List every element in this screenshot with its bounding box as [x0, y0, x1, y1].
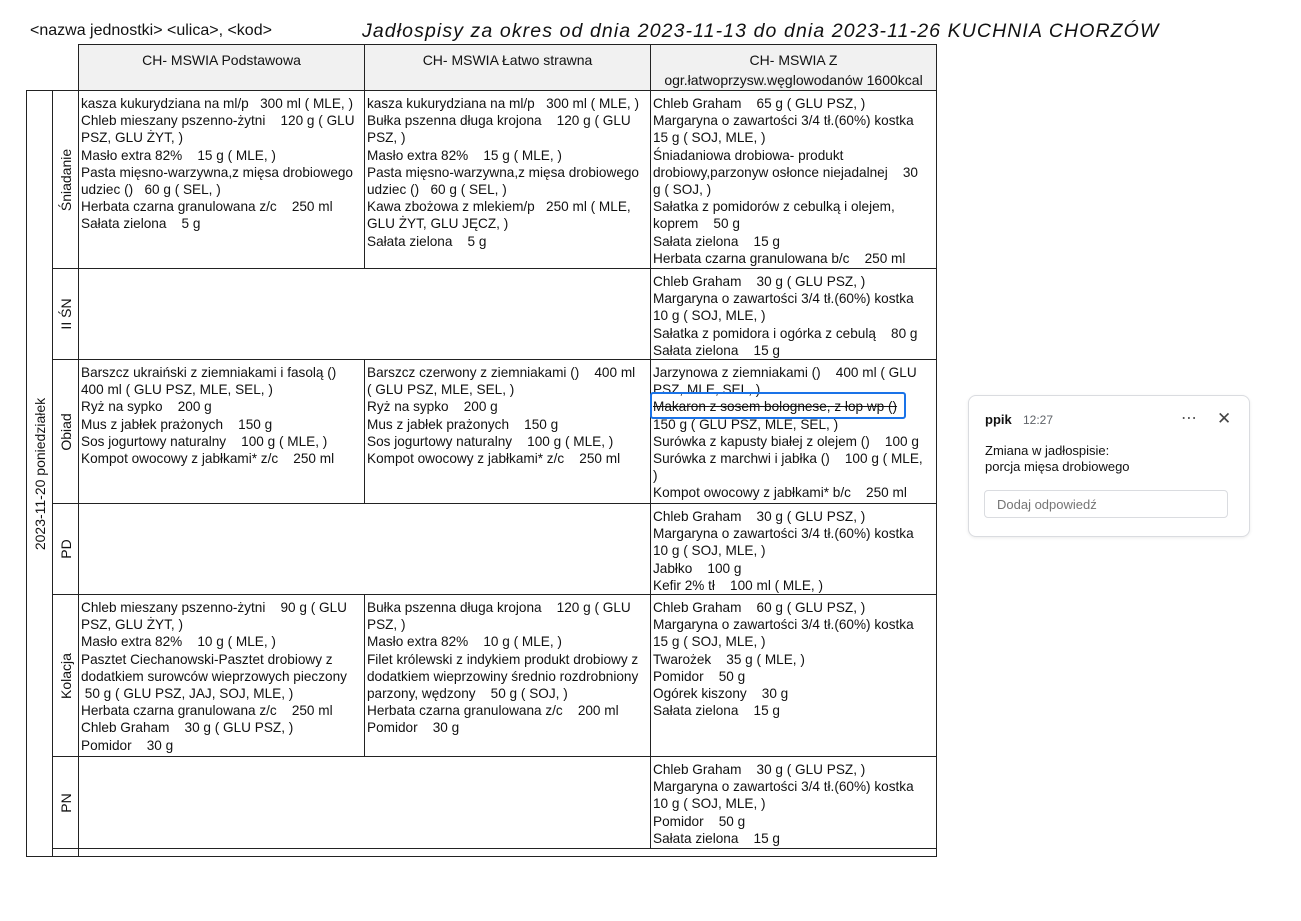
menu-line: Filet królewski z indykiem produkt drobiowy z — [367, 651, 639, 667]
menu-line: Margaryna o zawartości 3/4 tł.(60%) kostka — [653, 113, 914, 129]
menu-line: Herbata czarna granulowana z/c 250 ml — [81, 703, 333, 719]
cell-pn-empty — [79, 757, 651, 849]
cell-obiad-latwo-strawna[interactable] — [365, 360, 651, 504]
menu-line: Herbata czarna granulowana z/c 200 ml — [367, 703, 619, 719]
menu-line: 150 g ( GLU PSZ, MLE, SEL, ) — [653, 416, 839, 432]
header-blank — [27, 45, 53, 91]
menu-line: Sos jogurtowy naturalny 100 g ( MLE, ) — [81, 433, 328, 449]
cell-kolacja-z-ogr[interactable] — [651, 595, 937, 757]
cell-kolacja-latwo-strawna[interactable] — [365, 595, 651, 757]
comment-card[interactable] — [968, 395, 1250, 537]
cell-kolacja-podstawowa[interactable] — [79, 595, 365, 757]
menu-line: Kawa zbożowa z mlekiem/p 250 ml ( MLE, — [367, 199, 631, 215]
menu-line: dodatkiem wieprzowiny średnio rozdrobniony — [367, 668, 639, 684]
menu-line: Pasztet Ciechanowski-Pasztet drobiowy z — [81, 651, 333, 667]
menu-line: Barszcz czerwony z ziemniakami () 400 ml — [367, 365, 636, 381]
menu-line: ( GLU PSZ, MLE, SEL, ) — [367, 382, 515, 398]
reply-input[interactable] — [984, 490, 1228, 518]
menu-line: Sos jogurtowy naturalny 100 g ( MLE, ) — [367, 433, 614, 449]
cell-sniadanie-podstawowa[interactable] — [79, 91, 365, 269]
menu-line: Surówka z kapusty białej z olejem () 100 g — [653, 433, 919, 449]
cell-obiad-z-ogr[interactable] — [651, 360, 937, 504]
menu-line: Ryż na sypko 200 g — [367, 399, 498, 415]
menu-line: Sałata zielona 15 g — [653, 703, 780, 719]
menu-line: Margaryna o zawartości 3/4 tł.(60%) kostka — [653, 526, 914, 542]
close-icon[interactable]: ✕ — [1217, 409, 1232, 428]
menu-line: Pomidor 30 g — [367, 720, 460, 736]
comment-time: 12:27 — [1023, 413, 1054, 427]
header-blank — [53, 45, 79, 91]
menu-line: Sałatka z pomidorów z cebulką i olejem, — [653, 199, 895, 215]
menu-line: Kefir 2% tł 100 ml ( MLE, ) — [653, 577, 823, 593]
menu-line: 400 ml ( GLU PSZ, MLE, SEL, ) — [81, 382, 273, 398]
meal-label-ii-sn: II ŚN — [53, 269, 79, 360]
menu-line: 10 g ( SOJ, MLE, ) — [653, 543, 766, 559]
menu-line: Twarożek 35 g ( MLE, ) — [653, 651, 805, 667]
menu-line: Sałata zielona 15 g — [653, 233, 780, 249]
menu-line: Masło extra 82% 15 g ( MLE, ) — [81, 147, 276, 163]
cell-sniadanie-latwo-strawna[interactable] — [365, 91, 651, 269]
menu-line: Sałata zielona 15 g — [653, 830, 780, 846]
menu-line: Kompot owocowy z jabłkami* b/c 250 ml — [653, 485, 907, 501]
menu-line: Chleb Graham 30 g ( GLU PSZ, ) — [653, 762, 866, 778]
menu-line: Barszcz ukraiński z ziemniakami i fasolą () — [81, 365, 337, 381]
menu-line: Chleb Graham 30 g ( GLU PSZ, ) — [81, 720, 294, 736]
menu-line: udziec () 60 g ( SEL, ) — [81, 182, 221, 198]
menu-line: PSZ, ) — [367, 130, 406, 146]
cell-sniadanie-z-ogr[interactable] — [651, 91, 937, 269]
menu-line: Chleb mieszany pszenno-żytni 120 g ( GLU — [81, 113, 355, 129]
menu-line: drobiowy,parzonyw osłonce niejadalnej 30 — [653, 164, 918, 180]
menu-line: Chleb Graham 60 g ( GLU PSZ, ) — [653, 600, 866, 616]
menu-line: Herbata czarna granulowana z/c 250 ml — [81, 199, 333, 215]
menu-line: kasza kukurydziana na ml/p 300 ml ( MLE, ) — [367, 96, 639, 111]
menu-line: 10 g ( SOJ, MLE, ) — [653, 796, 766, 812]
menu-line: Masło extra 82% 10 g ( MLE, ) — [367, 634, 562, 650]
menu-line: Chleb Graham 30 g ( GLU PSZ, ) — [653, 274, 866, 289]
meal-label-pn: PN — [53, 757, 79, 849]
menu-line: Margaryna o zawartości 3/4 tł.(60%) kostka — [653, 779, 914, 795]
column-header-latwo-strawna: CH- MSWIA Łatwo strawna — [365, 45, 651, 91]
cell-obiad-podstawowa[interactable] — [79, 360, 365, 504]
menu-line: PSZ, ) — [367, 617, 406, 633]
menu-line: 50 g ( GLU PSZ, JAJ, SOJ, MLE, ) — [81, 686, 294, 702]
menu-line: Kompot owocowy z jabłkami* z/c 250 ml — [367, 451, 621, 467]
cell-ii-sn-empty — [79, 269, 651, 360]
menu-line: Pasta mięsno-warzywna,z mięsa drobiowego — [367, 164, 639, 180]
menu-line: dodatkiem surowców wieprzowych pieczony — [81, 668, 347, 684]
menu-line: PSZ, MLE, SEL, ) — [653, 382, 761, 398]
menu-line: Bułka pszenna długa krojona 120 g ( GLU — [367, 113, 631, 129]
menu-line: Sałata zielona 5 g — [81, 216, 201, 232]
menu-line: PSZ, GLU ŻYT, ) — [81, 130, 183, 146]
next-row-fragment — [79, 849, 937, 857]
menu-line: 15 g ( SOJ, MLE, ) — [653, 634, 766, 650]
menu-line: parzony, wędzony 50 g ( SOJ, ) — [367, 686, 568, 702]
menu-line: PSZ, GLU ŻYT, ) — [81, 617, 183, 633]
menu-line: Makaron z sosem bolognese, z łop wp () — [653, 399, 898, 415]
comment-author: ppik — [985, 412, 1012, 427]
menu-line: Bułka pszenna długa krojona 120 g ( GLU — [367, 600, 631, 616]
comment-text: Zmiana w jadłospisie: porcja mięsa drobiowego — [985, 443, 1130, 474]
menu-line: Herbata czarna granulowana b/c 250 ml — [653, 250, 906, 266]
menu-line: Sałata zielona 15 g — [653, 342, 780, 358]
menu-line: Ryż na sypko 200 g — [81, 399, 212, 415]
menu-line: Ogórek kiszony 30 g — [653, 686, 789, 702]
menu-line: udziec () 60 g ( SEL, ) — [367, 182, 507, 198]
menu-line: Mus z jabłek prażonych 150 g — [81, 416, 273, 432]
meal-label-pd: PD — [53, 504, 79, 595]
column-header-podstawowa: CH- MSWIA Podstawowa — [79, 45, 365, 91]
menu-line: Sałatka z pomidora i ogórka z cebulą 80 g — [653, 325, 918, 341]
menu-line: g ( SOJ, ) — [653, 182, 712, 198]
menu-line: GLU ŻYT, GLU JĘCZ, ) — [367, 216, 509, 232]
menu-line: Margaryna o zawartości 3/4 tł.(60%) kostka — [653, 617, 914, 633]
menu-line: Jabłko 100 g — [653, 560, 742, 576]
cell-pd-empty — [79, 504, 651, 595]
more-options-icon[interactable]: ⋯ — [1181, 410, 1197, 427]
meal-label-obiad: Obiad — [53, 360, 79, 504]
menu-line: koprem 50 g — [653, 216, 740, 232]
menu-line: Sałata zielona 5 g — [367, 233, 487, 249]
menu-line: Jarzynowa z ziemniakami () 400 ml ( GLU — [653, 365, 917, 381]
day-cell — [27, 91, 53, 857]
menu-line: Kompot owocowy z jabłkami* z/c 250 ml — [81, 451, 335, 467]
cell-pn-z-ogr[interactable] — [651, 757, 937, 849]
menu-line: Pasta mięsno-warzywna,z mięsa drobiowego — [81, 164, 353, 180]
day-label: 2023-11-20 poniedziałek — [31, 397, 48, 550]
menu-line: Mus z jabłek prażonych 150 g — [367, 416, 559, 432]
menu-line: Surówka z marchwi i jabłka () 100 g ( MLE, — [653, 451, 923, 467]
menu-line: Pomidor 30 g — [81, 737, 174, 753]
cell-pd-z-ogr[interactable] — [651, 504, 937, 595]
meal-label-kolacja: Kolacja — [53, 595, 79, 757]
menu-line: Chleb mieszany pszenno-żytni 90 g ( GLU — [81, 600, 347, 616]
document-title: Jadłospisy za okres od dnia 2023-11-13 do dnia 2023-11-26 KUCHNIA CHORZÓW — [362, 20, 1160, 42]
menu-line: ) — [653, 468, 658, 484]
menu-line: 10 g ( SOJ, MLE, ) — [653, 308, 766, 324]
meal-label-sniadanie: Śniadanie — [53, 91, 79, 269]
menu-line: Pomidor 50 g — [653, 813, 746, 829]
menu-line: 15 g ( SOJ, MLE, ) — [653, 130, 766, 146]
menu-line: Margaryna o zawartości 3/4 tł.(60%) kostka — [653, 291, 914, 307]
menu-line: Masło extra 82% 10 g ( MLE, ) — [81, 634, 276, 650]
menu-table — [26, 44, 937, 857]
menu-line: Chleb Graham 65 g ( GLU PSZ, ) — [653, 96, 866, 111]
cell-ii-sn-z-ogr[interactable] — [651, 269, 937, 360]
menu-line: Pomidor 50 g — [653, 668, 746, 684]
column-header-z-ogr: CH- MSWIA Z ogr.łatwoprzysw.węglowodanów 1600kcal — [651, 45, 937, 91]
menu-line: Masło extra 82% 15 g ( MLE, ) — [367, 147, 562, 163]
menu-line: Chleb Graham 30 g ( GLU PSZ, ) — [653, 509, 866, 525]
unit-header: <nazwa jednostki> <ulica>, <kod> — [30, 22, 272, 39]
menu-line: kasza kukurydziana na ml/p 300 ml ( MLE, ) — [81, 96, 353, 111]
menu-line: Śniadaniowa drobiowa- produkt — [653, 147, 844, 163]
meal-label-next — [53, 849, 79, 857]
